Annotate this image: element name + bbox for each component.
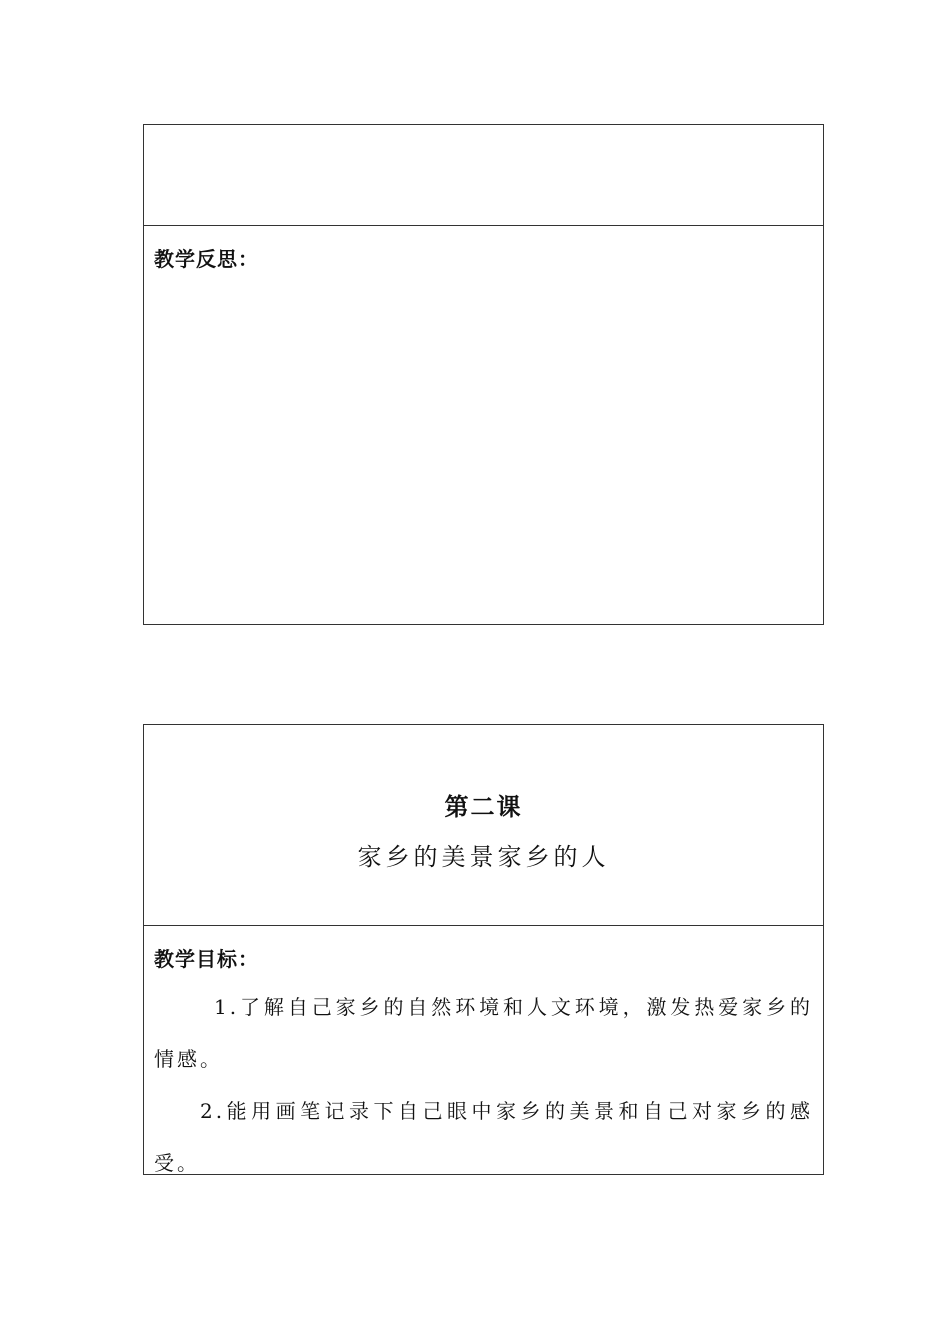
lesson-table (143, 724, 824, 1175)
objective-item: 2.能用画笔记录下自己眼中家乡的美景和自己对家乡的感受。 (154, 1099, 813, 1175)
objectives-heading: 教学目标： (154, 947, 259, 971)
lesson-title: 家乡的美景家乡的人 (357, 843, 610, 871)
reflection-table (143, 124, 824, 625)
objective-item: 1.了解自己家乡的自然环境和人文环境，激发热爱家乡的情感。 (154, 995, 813, 1071)
reflection-heading: 教学反思： (154, 247, 259, 271)
table-row-divider (144, 925, 823, 926)
lesson-number: 第二课 (444, 793, 523, 821)
table-row-divider (144, 225, 823, 226)
